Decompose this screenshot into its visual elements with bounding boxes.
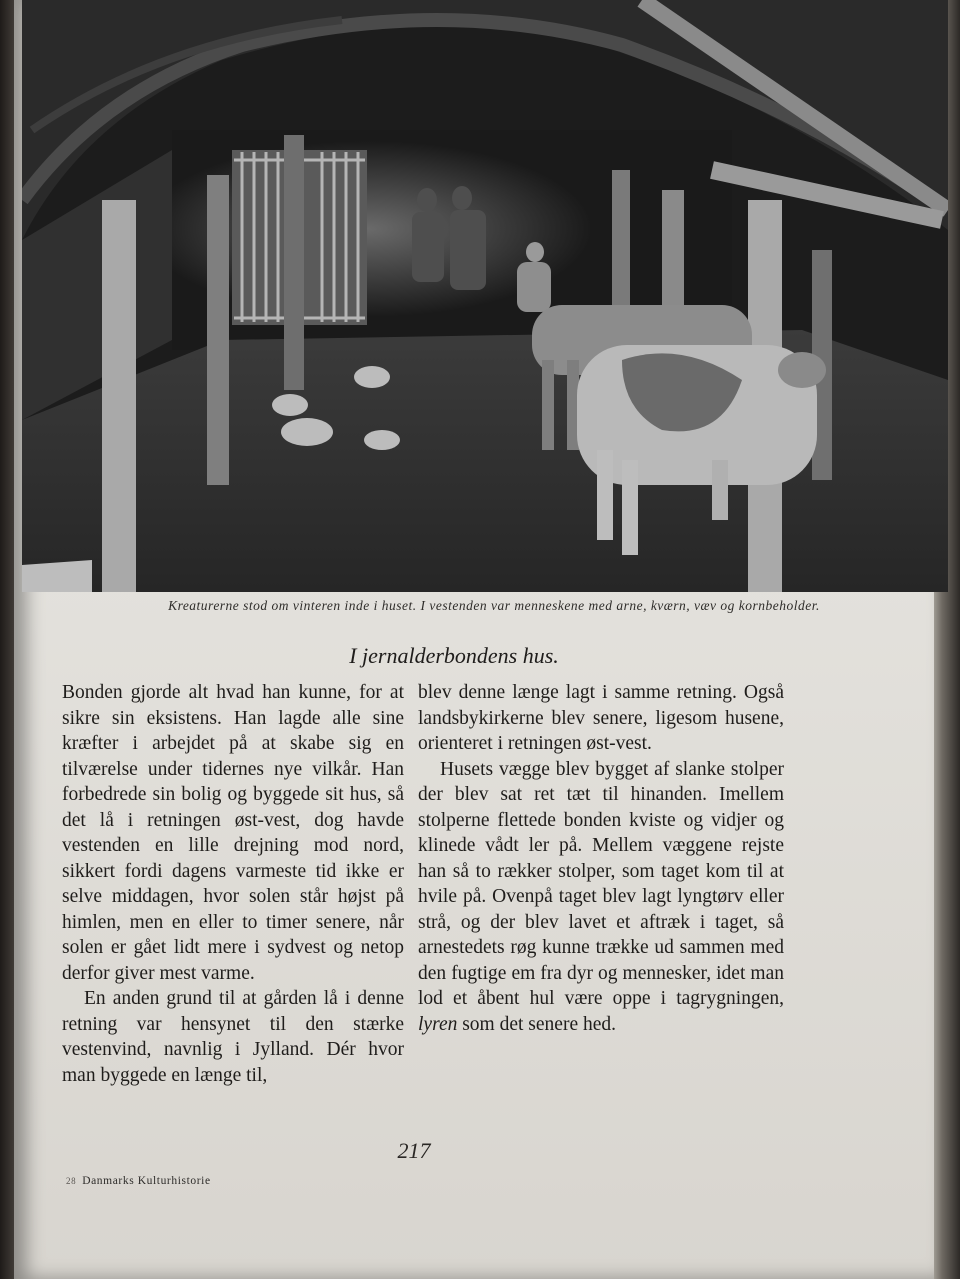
right-paragraph-2-end: som det senere hed.	[462, 1013, 617, 1035]
printer-signature: 28	[66, 1176, 77, 1186]
barn-interior-photo	[22, 0, 948, 592]
right-paragraph-1: blev denne længe lagt i samme retning. Også landsbykirkerne blev senere, ligesom husene, orienteret i retningen øst-vest.	[418, 682, 784, 754]
left-paragraph-1: Bonden gjorde alt hvad han kunne, for at sikre sin eksistens. Han lagde alle sine kræfter i arbejdet på at skabe sig en tilværelse under tidernes nye vilkår. Han forbedrede sin bolig og byggede sit hus, så det lå i retningen øst-vest, dog havde vestenden en lille drejning mod nord, sikkert fordi dagens varmeste tid ikke er selve middagen, hvor solen står højst på himlen, men en eller to timer senere, når solen er gået lidt mere i sydvest og netop derfor giver mest varme.	[62, 682, 404, 984]
page-number: 217	[397, 1138, 431, 1163]
page-footer	[66, 1175, 211, 1187]
italic-term: lyren	[418, 1013, 458, 1035]
book-title: Danmarks Kulturhistorie	[82, 1175, 211, 1187]
photo-caption: Kreaturerne stod om vinteren inde i huset. I vestenden var menneskene med arne, kværn, væv og kornbeholder.	[168, 598, 820, 613]
left-column	[62, 680, 404, 1088]
right-paragraph-2	[418, 757, 784, 1038]
right-column	[418, 680, 784, 1037]
right-paragraph-2-text: Husets vægge blev bygget af slanke stolper der blev sat ret tæt til hinanden. Imellem stolperne flettede bonden kviste og vidjer og klinede vådt ler på. Mellem væggene rejste han så to rækker stolper, som taget kom til at hvile på. Ovenpå taget blev lagt lyngtørv eller strå, og der blev lavet et aftræk i taget, så arnestedets røg kunne trække ud sammen med den fugtige em fra dyr og mennesker, idet man lod et åbent hul være oppe i tagrygningen,	[418, 758, 784, 1009]
photo-illustration	[22, 0, 948, 592]
book-page	[14, 0, 934, 1279]
section-heading: I jernalderbondens hus.	[349, 643, 559, 668]
left-paragraph-2: En anden grund til at gården lå i denne retning var hensynet til den stærke vestenvind, navnlig i Jylland. Dér hvor man byggede en længe til,	[62, 988, 404, 1086]
